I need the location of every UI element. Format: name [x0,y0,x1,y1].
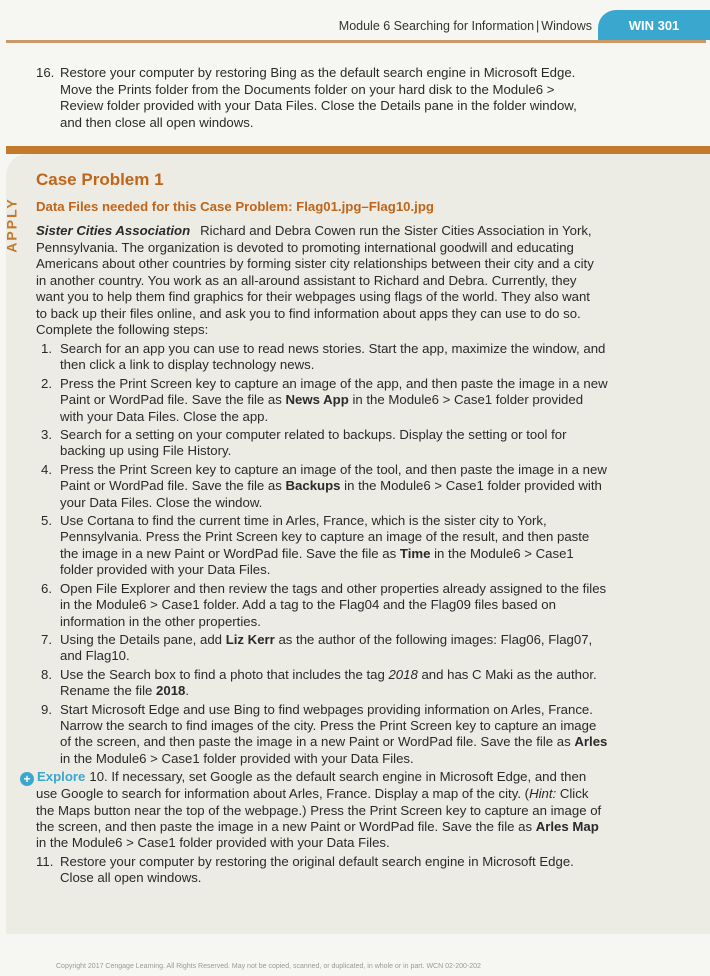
file-name: Arles [574,734,608,750]
step-text: Search for an app you can use to read news stories. Start the app, maximize the window, and then click a link to display technology news. [60,341,606,373]
scenario-name: Sister Cities Association [36,223,191,238]
step-text: Press the Print Screen key to capture an image of the tool, and then paste the image in a new Paint or WordPad file. Save the file as [60,461,607,494]
case-problem-title: Case Problem 1 [36,170,164,189]
apply-side-label [2,190,22,260]
step-text: in the Module6 > Case1 folder provided with your Data Files. Close the app. [60,392,584,424]
file-name: Arles Map [535,818,599,834]
step-number: 1. [41,341,52,356]
step-text: Start Microsoft Edge and use Bing to find webpages providing information on Arles, France. Narrow the search to find images of the city. Press the Print Screen key to capture an image of the screen, and then paste the image in a new Paint or WordPad file. Save the file as [60,701,597,750]
file-name: 2018 [156,683,186,699]
step-item [36,667,608,700]
chapter-tab-label: WIN 301 [628,17,680,33]
step-item [36,581,608,630]
header-module: Module 6 Searching for Information [338,19,535,33]
step-item [36,462,608,511]
step-text: Restore your computer by restoring the original default search engine in Microsoft Edge. Close all open windows. [60,853,574,886]
header-separator: | [536,19,540,33]
explore-plus-icon: + [20,772,34,786]
header-rule [6,40,706,43]
step-number: 5. [41,513,52,529]
step-text: Use Cortana to find the current time in Arles, France, which is the sister city to York, Pennsylvania. Press the Print Screen key to capture an image of the result, and then paste the image in a new Paint or WordPad file. Save the file as [60,513,590,561]
data-files-needed: Data Files needed for this Case Problem: Flag01.jpg–Flag10.jpg [36,199,434,214]
explore-label: Explore [37,769,86,785]
case-steps [23,341,608,889]
copyright-footer: Copyright 2017 Cengage Learning. All Rights Reserved. May not be copied, scanned, or duplicated, in whole or in part. WCN 02-200-202 [56,963,481,970]
step-text: Search for a setting on your computer related to backups. Display the setting or tool for backing up using File History. [60,427,567,459]
step-text: in the Module6 > Case1 folder provided with your Data Files. [36,835,390,851]
apply-text: APPLY [4,197,21,253]
file-name: News App [285,392,349,408]
author-name: Liz Kerr [225,631,275,647]
running-header [339,19,592,33]
hint-label: Hint: [529,786,557,802]
step-item [36,376,608,425]
step-item [36,702,608,768]
step-number: 9. [41,701,52,717]
step-text: Using the Details pane, add [60,631,226,647]
step-text: If necessary, set Google as the default search engine in Microsoft Edge, and then use Google to search for information about Arles, France. Display a map of the city. ( [36,769,587,802]
step-item [36,513,608,579]
explore-step [23,769,608,852]
file-name: Time [399,545,431,561]
intro-text: Richard and Debra Cowen run the Sister Cities Association in York, Pennsylvania. The organization is devoted to promoting international goodwill and educating Americans about other countries by forming sister city relationships between their city and a city in another country. You work as an all-around assistant to Richard and Debra. Currently, they want you to help them find graphics for their webpages using flags of the world. They also want to back up their files online, and ask you to find information about apps they can use to do so. Complete the following steps: [36,223,594,337]
step-text: Restore your computer by restoring Bing as the default search engine in Microsoft Edge. Move the Prints folder from the Documents folder on your hard disk to the Module6 > Review folder provided with your Data Files. Close the Details pane in the folder window, and then close all open windows. [60,65,577,130]
step-item [36,427,608,460]
step-text: Click the Maps button near the top of the webpage.) Press the Print Screen key to capture an image of the screen, and then paste the image in a new Paint or WordPad file. Save the file as [36,786,602,834]
file-name: Backups [285,478,341,494]
chapter-tab [598,10,710,40]
step-number: 8. [41,666,52,682]
step-item [36,341,608,374]
step-text: . [185,683,190,699]
step-text: Press the Print Screen key to capture an image of the app, and then paste the image in a new Paint or WordPad file. Save the file as [60,375,608,408]
step-number: 16. [36,65,55,80]
step-text: Open File Explorer and then review the tags and other properties already assigned to the files in the Module6 > Case1 folder. Add a tag to the Flag04 and the Flag09 files based on information in the other properties. [60,580,607,629]
step-number: 11. [36,853,54,869]
step-item [36,632,608,665]
step-text: in the Module6 > Case1 folder provided with your Data Files. [60,545,574,578]
step-text: as the author of the following images: Flag06, Flag07, and Flag10. [60,631,593,664]
header-os: Windows [541,19,592,33]
step-text: Use the Search box to find a photo that includes the tag [60,666,389,682]
step-number: 10. [89,769,108,785]
step-number: 6. [41,580,52,596]
step-number: 3. [41,427,52,443]
step-text: in the Module6 > Case1 folder provided with your Data Files. Close the window. [60,478,602,510]
step-text: in the Module6 > Case1 folder provided with your Data Files. [60,750,414,766]
step-number: 4. [41,461,52,477]
step-item [36,854,608,887]
case-problem-bar [6,146,710,154]
tag-name: 2018 [388,666,418,682]
step-text: and has C Maki as the author. Rename the file [60,666,597,699]
review-step-16 [36,65,596,131]
step-number: 2. [41,375,52,391]
step-number: 7. [41,631,52,647]
case-intro [36,223,604,339]
